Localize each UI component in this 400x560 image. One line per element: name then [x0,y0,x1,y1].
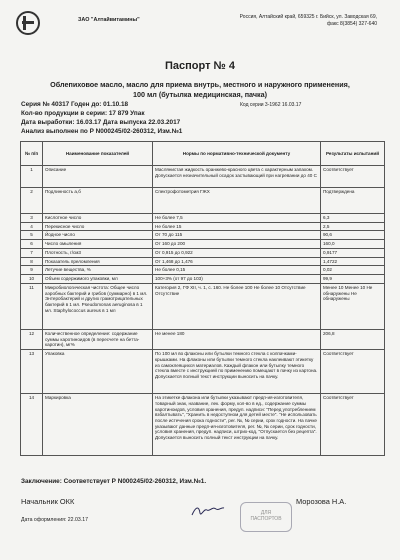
quantity-line: Кол-во продукции в серии: 17 879 Упак [21,110,145,117]
row-parameter: Подлинность а,б [43,188,153,214]
row-result: 0,02 [321,266,385,275]
row-norm: Не более 0,15 [153,266,321,275]
row-parameter: Летучие вещества, % [43,266,153,275]
address-line-1: Россия, Алтайский край, 659325 г. Бийск, ул. Заводская 69, [239,14,377,20]
dates-line: Дата выработки: 16.03.17 Дата выпуска 22.03.2017 [21,119,181,126]
address-line-2: факс 8(3854) 327-640 [327,20,377,27]
row-parameter: Количественное определение: содержание суммы каротиноидов (в пересчете на бетта-каротин), мг% [43,329,153,349]
row-parameter: Плотность, г/см3 [43,248,153,257]
row-number: 2 [21,188,43,214]
table-row [21,214,385,223]
table-row [21,222,385,231]
row-norm: От 70 до 115 [153,231,321,240]
row-parameter: Число омыления [43,240,153,249]
table-row [21,329,385,349]
header-parameter: Наименование показателей [43,142,153,166]
row-number: 7 [21,248,43,257]
signature-icon [190,504,226,518]
row-number: 12 [21,329,43,349]
analysis-line: Анализ выполнен по Р N000245/02-260312, Изм.№1 [21,128,183,135]
row-parameter: Маркировка [43,394,153,456]
row-norm: На этикетке флакона или бутылки указывают предп-ия-изготовителя, товарный знак, название, лек. форму, кол-во в ед., содержание суммы каротиноидов, условия хранения, предуп. надписи: "Перед употреблением взбалтывать", "Хранить в недоступном для детей месте". "Не использовать после истечения срока годности", рег. №, № серии, срок годности. На пачке указывают данные предп-ия-изготовителя, рег. №, № серии, срок годности, условия хранения, предуп. надписи, штрих-код, "Отпускается без рецепта". Допускается выносить полный текст инструкции на пачку. [153,394,321,456]
table-row [21,231,385,240]
subtitle-line-2: 100 мл (бутылка медицинская, пачка) [132,90,268,99]
row-number: 9 [21,266,43,275]
row-parameter: Перекисное число [43,222,153,231]
table-row [21,166,385,188]
header-number: № п/п [21,142,43,166]
row-result: Соответствует [321,166,385,188]
table-row [21,257,385,266]
row-number: 1 [21,166,43,188]
row-number: 3 [21,214,43,223]
table-row [21,275,385,284]
table-row [21,240,385,249]
row-result: 6,3 [321,214,385,223]
row-number: 11 [21,283,43,329]
subtitle-line-1: Облепиховое масло, масло для приема внутрь, местного и наружного применения, [50,80,350,89]
row-norm: По 100 мл во флаконы или бутылки темного стекла с колпачками-крышками. На флаконы или бутылки темного стекла наклеивают этикетку из самоклеящихся материалов. Каждый флакон или бутылку темного стекла вместе с инструкцией по применению помещают в пачку из картона. Допускается полный текст инструкции выносить на пачку. [153,350,321,394]
series-code: Код серии 3-1962 16.03.17 [240,102,302,108]
row-number: 8 [21,257,43,266]
row-parameter: Описание [43,166,153,188]
row-norm: 100+3% (от 97 до 103) [153,275,321,284]
row-parameter: Микробиологическая чистота: Общее число аэробных бактерий и грибов (суммарно) в 1 мл. Энтеробактерий и других грамотрицательных бактерий в 1 мл. Pseudomonas aeruginosa в 1 мл. Staphylococcus aureus в 1 мл [43,283,153,329]
row-result: Соответствует [321,394,385,456]
table-body [21,166,385,456]
stamp-icon [240,502,292,532]
row-result: 90,6 [321,231,385,240]
row-number: 13 [21,350,43,394]
row-result: 160,0 [321,240,385,249]
signer-role: Начальник ОКК [21,497,75,506]
row-parameter: Кислотное число [43,214,153,223]
table-row [21,394,385,456]
issue-date: Дата оформления: 22.03.17 [21,517,88,523]
signer-name: Морозова Н.А. [296,497,347,506]
page-title: Паспорт № 4 [165,60,235,72]
stamp-text-1: ДЛЯ [260,510,272,516]
table-row [21,266,385,275]
company-address [195,14,377,27]
header-norm: Нормы по нормативно-технической документу [153,142,321,166]
row-number: 4 [21,222,43,231]
row-norm: От 1,468 до 1,476 [153,257,321,266]
stamp-text-2: ПАСПОРТОВ [250,516,282,522]
row-number: 5 [21,231,43,240]
row-result: 1,4722 [321,257,385,266]
row-norm: Категория 2, ГФ XII, ч. 1, с. 160. Не более 100 Не более 10 Отсутствие Отсутствие [153,283,321,329]
table-row [21,248,385,257]
row-result: Подтверждена [321,188,385,214]
row-parameter: Объем содержимого упаковки, мл [43,275,153,284]
row-result: Соответствует [321,350,385,394]
row-result: 0,9177 [321,248,385,257]
test-results-table [20,141,385,456]
row-parameter: Показатель преломления [43,257,153,266]
header-result: Результаты испытаний [321,142,385,166]
row-norm: Маслянистая жидкость оранжево-красного цвета с характерным запахом. Допускается незначительный осадок застывающий при нагревании до 40 С [153,166,321,188]
conclusion-line: Заключение: Соответствует Р N000245/02-260312, Изм.№1. [21,478,207,485]
row-result: 2,5 [321,222,385,231]
row-number: 6 [21,240,43,249]
row-norm: Не менее 180 [153,329,321,349]
table-row [21,283,385,329]
row-norm: Не более 7,5 [153,214,321,223]
series-line: Серия № 40317 Годен до: 01.10.18 [21,101,129,108]
row-result: 206,8 [321,329,385,349]
row-norm: От 0,915 до 0,922 [153,248,321,257]
row-result: 99,9 [321,275,385,284]
table-row [21,188,385,214]
row-number: 10 [21,275,43,284]
row-number: 14 [21,394,43,456]
row-result: Менее 10 Менее 10 Не обнаружены Не обнаружены [321,283,385,329]
table-header-row [21,142,385,166]
row-parameter: Упаковка [43,350,153,394]
company-logo-icon [16,11,40,35]
row-norm: Не более 15 [153,222,321,231]
table-row [21,350,385,394]
row-parameter: Йодное число [43,231,153,240]
row-norm: Спектрофотометрия ГЖХ [153,188,321,214]
row-norm: От 160 до 200 [153,240,321,249]
company-name: ЗАО "Алтайвитамины" [78,17,140,23]
